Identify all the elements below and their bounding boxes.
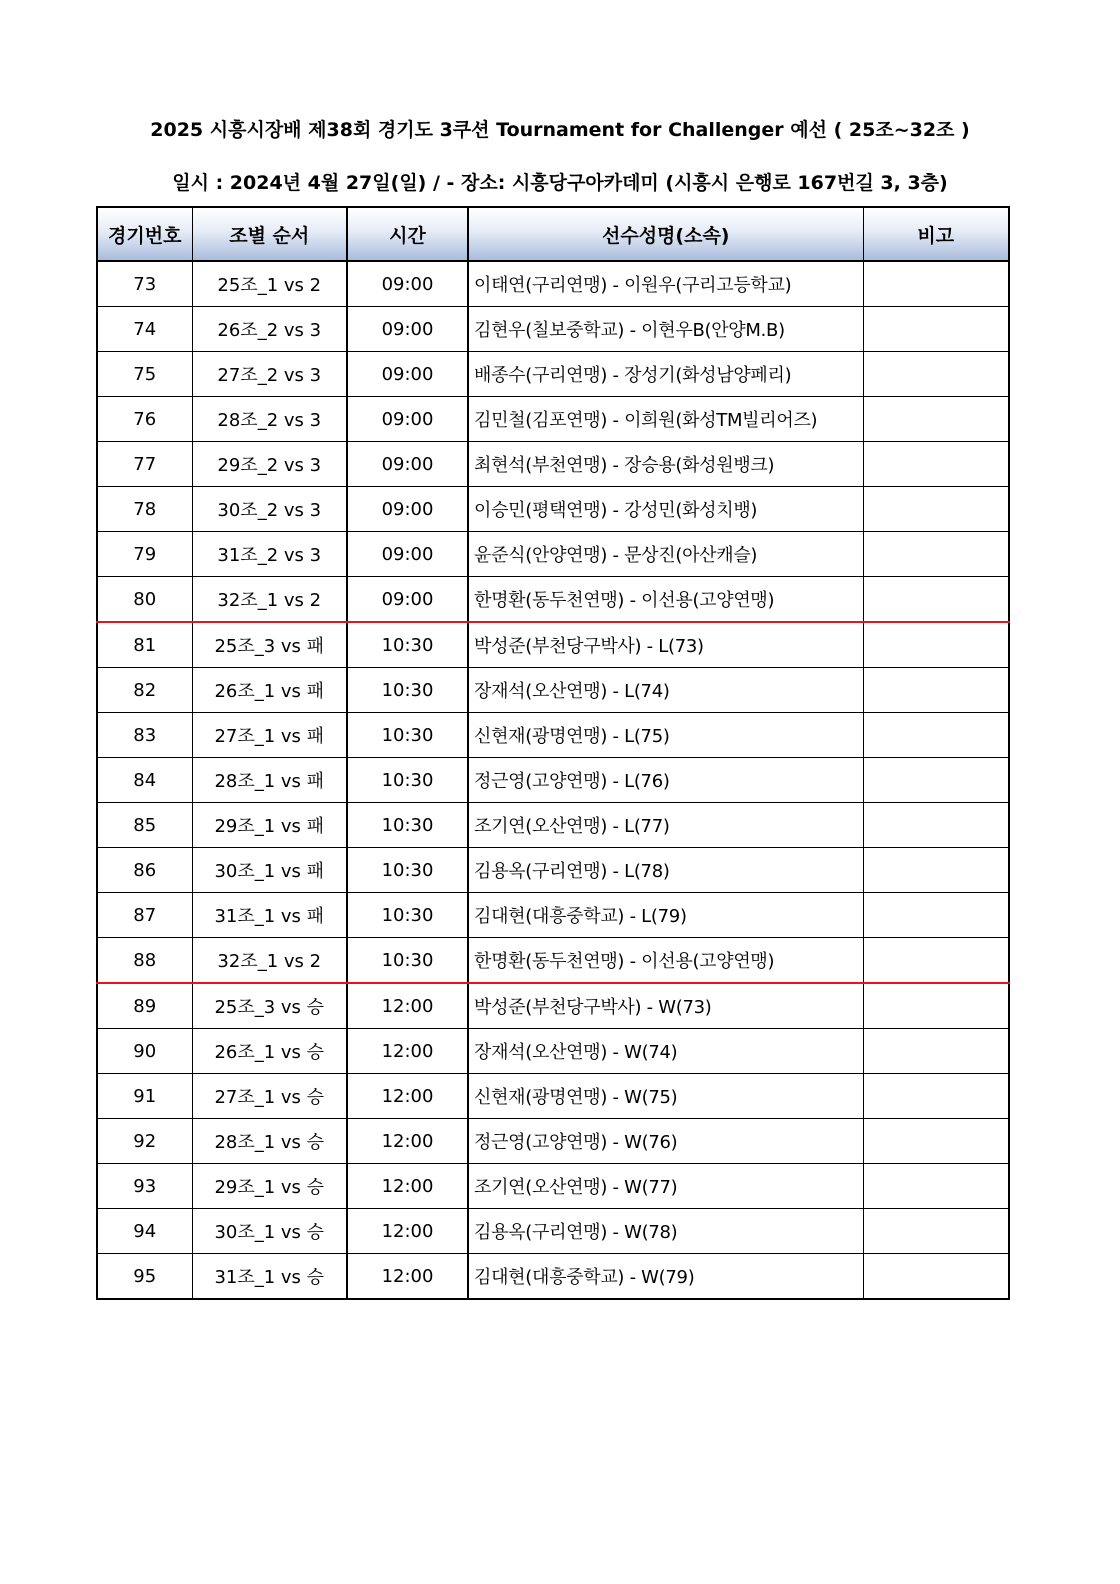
schedule-table — [96, 206, 1010, 1300]
time-cell: 12:00 — [347, 1029, 468, 1074]
players-cell: 이태연(구리연맹) - 이원우(구리고등학교) — [468, 261, 863, 307]
note-cell — [863, 397, 1009, 442]
match-no-cell: 93 — [97, 1164, 192, 1209]
table-row — [97, 893, 1009, 938]
group-order-cell: 29조_1 vs 패 — [192, 803, 347, 848]
table-row — [97, 532, 1009, 577]
group-order-cell: 25조_3 vs 승 — [192, 983, 347, 1029]
group-order-cell: 31조_1 vs 승 — [192, 1254, 347, 1300]
match-no-cell: 74 — [97, 307, 192, 352]
table-row — [97, 1164, 1009, 1209]
match-no-cell: 76 — [97, 397, 192, 442]
table-row — [97, 261, 1009, 307]
match-no-cell: 81 — [97, 622, 192, 668]
table-header-row — [97, 207, 1009, 261]
match-no-cell: 87 — [97, 893, 192, 938]
note-cell — [863, 1029, 1009, 1074]
players-cell: 장재석(오산연맹) - W(74) — [468, 1029, 863, 1074]
time-cell: 10:30 — [347, 622, 468, 668]
time-cell: 10:30 — [347, 938, 468, 984]
note-cell — [863, 983, 1009, 1029]
column-header-time: 시간 — [347, 207, 468, 261]
group-order-cell: 26조_1 vs 패 — [192, 668, 347, 713]
note-cell — [863, 352, 1009, 397]
table-body — [97, 261, 1009, 1299]
time-cell: 12:00 — [347, 1164, 468, 1209]
note-cell — [863, 893, 1009, 938]
players-cell: 한명환(동두천연맹) - 이선용(고양연맹) — [468, 577, 863, 623]
group-order-cell: 28조_1 vs 패 — [192, 758, 347, 803]
players-cell: 최현석(부천연맹) - 장승용(화성원뱅크) — [468, 442, 863, 487]
time-cell: 09:00 — [347, 577, 468, 623]
players-cell: 김현우(칠보중학교) - 이현우B(안양M.B) — [468, 307, 863, 352]
group-order-cell: 25조_1 vs 2 — [192, 261, 347, 307]
time-cell: 12:00 — [347, 1209, 468, 1254]
group-order-cell: 26조_1 vs 승 — [192, 1029, 347, 1074]
note-cell — [863, 1119, 1009, 1164]
time-cell: 09:00 — [347, 397, 468, 442]
players-cell: 김대현(대흥중학교) - L(79) — [468, 893, 863, 938]
time-cell: 12:00 — [347, 1074, 468, 1119]
players-cell: 김용옥(구리연맹) - W(78) — [468, 1209, 863, 1254]
match-no-cell: 86 — [97, 848, 192, 893]
players-cell: 박성준(부천당구박사) - L(73) — [468, 622, 863, 668]
time-cell: 12:00 — [347, 1254, 468, 1300]
players-cell: 정근영(고양연맹) - L(76) — [468, 758, 863, 803]
time-cell: 09:00 — [347, 442, 468, 487]
note-cell — [863, 442, 1009, 487]
group-order-cell: 27조_2 vs 3 — [192, 352, 347, 397]
players-cell: 신현재(광명연맹) - W(75) — [468, 1074, 863, 1119]
group-order-cell: 25조_3 vs 패 — [192, 622, 347, 668]
group-order-cell: 30조_1 vs 패 — [192, 848, 347, 893]
note-cell — [863, 532, 1009, 577]
time-cell: 10:30 — [347, 713, 468, 758]
note-cell — [863, 803, 1009, 848]
match-no-cell: 78 — [97, 487, 192, 532]
match-no-cell: 84 — [97, 758, 192, 803]
column-header-match-no: 경기번호 — [97, 207, 192, 261]
players-cell: 김대현(대흥중학교) - W(79) — [468, 1254, 863, 1300]
players-cell: 윤준식(안양연맹) - 문상진(아산캐슬) — [468, 532, 863, 577]
time-cell: 10:30 — [347, 668, 468, 713]
group-order-cell: 32조_1 vs 2 — [192, 938, 347, 984]
table-row — [97, 1209, 1009, 1254]
table-row — [97, 1254, 1009, 1300]
match-no-cell: 94 — [97, 1209, 192, 1254]
time-cell: 10:30 — [347, 758, 468, 803]
players-cell: 이승민(평택연맹) - 강성민(화성치뱅) — [468, 487, 863, 532]
table-row — [97, 1119, 1009, 1164]
players-cell: 한명환(동두천연맹) - 이선용(고양연맹) — [468, 938, 863, 984]
table-row — [97, 848, 1009, 893]
column-header-note: 비고 — [863, 207, 1009, 261]
group-order-cell: 29조_1 vs 승 — [192, 1164, 347, 1209]
time-cell: 09:00 — [347, 261, 468, 307]
table-row — [97, 397, 1009, 442]
table-row — [97, 487, 1009, 532]
match-no-cell: 83 — [97, 713, 192, 758]
document-title: 2025 시흥시장배 제38회 경기도 3쿠션 Tournament for Challenger 예선 ( 25조~32조 ) — [150, 119, 970, 141]
match-no-cell: 79 — [97, 532, 192, 577]
group-order-cell: 28조_1 vs 승 — [192, 1119, 347, 1164]
table-row — [97, 668, 1009, 713]
table-row — [97, 713, 1009, 758]
note-cell — [863, 668, 1009, 713]
match-no-cell: 85 — [97, 803, 192, 848]
time-cell: 12:00 — [347, 983, 468, 1029]
match-no-cell: 75 — [97, 352, 192, 397]
note-cell — [863, 1164, 1009, 1209]
note-cell — [863, 1074, 1009, 1119]
time-cell: 09:00 — [347, 307, 468, 352]
table-row — [97, 803, 1009, 848]
table-row — [97, 1074, 1009, 1119]
table-row — [97, 442, 1009, 487]
players-cell: 배종수(구리연맹) - 장성기(화성남양페리) — [468, 352, 863, 397]
time-cell: 09:00 — [347, 532, 468, 577]
table-row — [97, 983, 1009, 1029]
time-cell: 10:30 — [347, 848, 468, 893]
match-no-cell: 77 — [97, 442, 192, 487]
note-cell — [863, 487, 1009, 532]
note-cell — [863, 622, 1009, 668]
note-cell — [863, 758, 1009, 803]
note-cell — [863, 577, 1009, 623]
players-cell: 조기연(오산연맹) - L(77) — [468, 803, 863, 848]
group-order-cell: 31조_2 vs 3 — [192, 532, 347, 577]
table-row — [97, 758, 1009, 803]
time-cell: 10:30 — [347, 803, 468, 848]
column-header-players: 선수성명(소속) — [468, 207, 863, 261]
note-cell — [863, 307, 1009, 352]
group-order-cell: 26조_2 vs 3 — [192, 307, 347, 352]
players-cell: 김용옥(구리연맹) - L(78) — [468, 848, 863, 893]
players-cell: 조기연(오산연맹) - W(77) — [468, 1164, 863, 1209]
table-row — [97, 307, 1009, 352]
match-no-cell: 73 — [97, 261, 192, 307]
group-order-cell: 32조_1 vs 2 — [192, 577, 347, 623]
time-cell: 10:30 — [347, 893, 468, 938]
group-order-cell: 27조_1 vs 패 — [192, 713, 347, 758]
time-cell: 09:00 — [347, 352, 468, 397]
match-no-cell: 90 — [97, 1029, 192, 1074]
note-cell — [863, 938, 1009, 984]
match-no-cell: 89 — [97, 983, 192, 1029]
note-cell — [863, 1254, 1009, 1300]
document-subtitle: 일시 : 2024년 4월 27일(일) / - 장소: 시흥당구아카데미 (시흥시 은행로 167번길 3, 3층) — [172, 172, 948, 194]
match-no-cell: 95 — [97, 1254, 192, 1300]
players-cell: 박성준(부천당구박사) - W(73) — [468, 983, 863, 1029]
table-row — [97, 622, 1009, 668]
group-order-cell: 29조_2 vs 3 — [192, 442, 347, 487]
note-cell — [863, 261, 1009, 307]
group-order-cell: 28조_2 vs 3 — [192, 397, 347, 442]
match-no-cell: 88 — [97, 938, 192, 984]
table-row — [97, 1029, 1009, 1074]
players-cell: 신현재(광명연맹) - L(75) — [468, 713, 863, 758]
match-no-cell: 80 — [97, 577, 192, 623]
group-order-cell: 31조_1 vs 패 — [192, 893, 347, 938]
group-order-cell: 27조_1 vs 승 — [192, 1074, 347, 1119]
players-cell: 장재석(오산연맹) - L(74) — [468, 668, 863, 713]
table-row — [97, 938, 1009, 984]
players-cell: 정근영(고양연맹) - W(76) — [468, 1119, 863, 1164]
note-cell — [863, 713, 1009, 758]
group-order-cell: 30조_1 vs 승 — [192, 1209, 347, 1254]
time-cell: 12:00 — [347, 1119, 468, 1164]
time-cell: 09:00 — [347, 487, 468, 532]
players-cell: 김민철(김포연맹) - 이희원(화성TM빌리어즈) — [468, 397, 863, 442]
match-no-cell: 91 — [97, 1074, 192, 1119]
match-no-cell: 82 — [97, 668, 192, 713]
note-cell — [863, 848, 1009, 893]
table-row — [97, 577, 1009, 623]
note-cell — [863, 1209, 1009, 1254]
group-order-cell: 30조_2 vs 3 — [192, 487, 347, 532]
column-header-group-order: 조별 순서 — [192, 207, 347, 261]
table-row — [97, 352, 1009, 397]
match-no-cell: 92 — [97, 1119, 192, 1164]
